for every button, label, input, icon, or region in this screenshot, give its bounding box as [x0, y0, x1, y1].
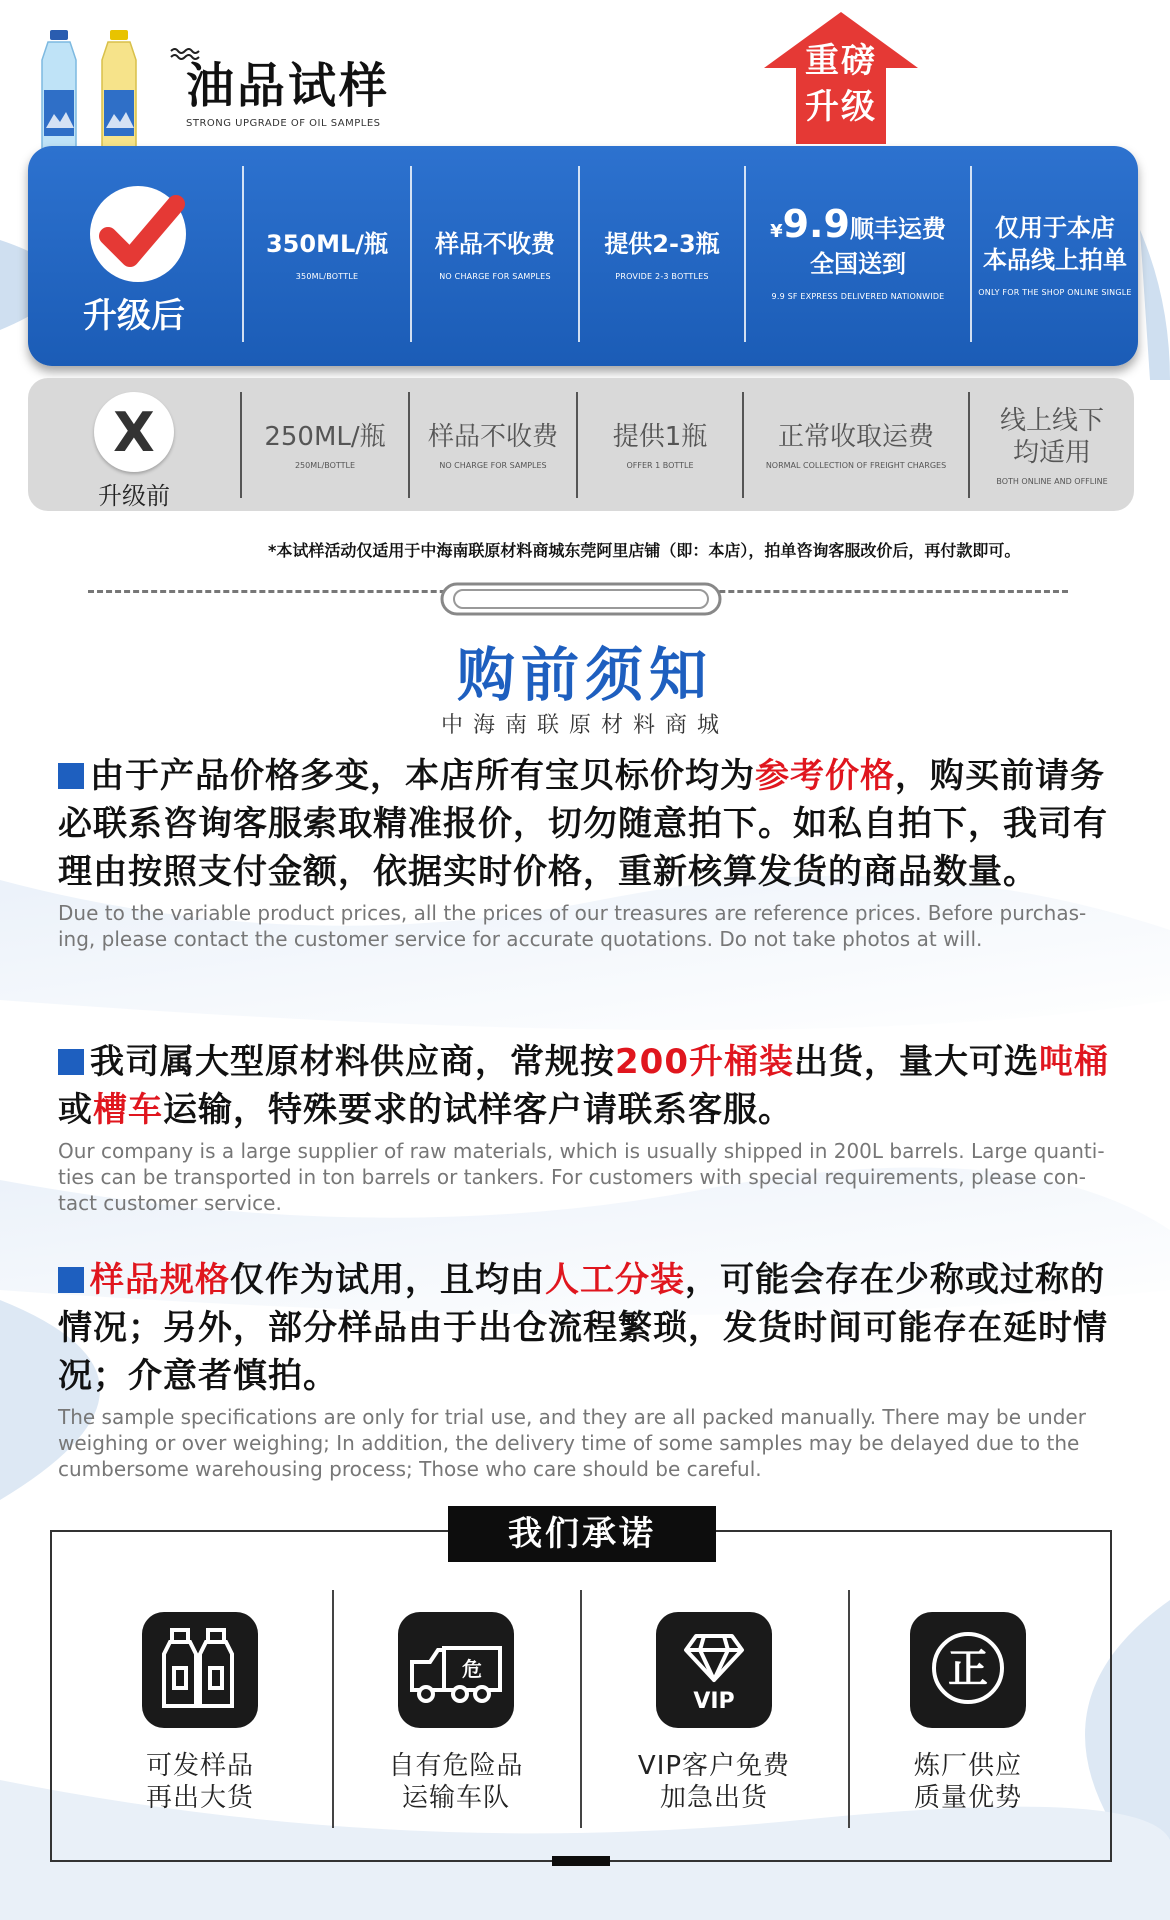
after-upgrade-label: 升级后 [83, 296, 185, 336]
before-upgrade-card [28, 378, 1134, 511]
trial-note: *本试样活动仅适用于中海南联原材料商城东莞阿里店铺（即：本店），拍单咨询客服改价后，再付款即可。 [268, 541, 1021, 560]
before-item-free: 样品不收费 NO CHARGE FOR SAMPLES [427, 421, 558, 470]
after-item-shipping: ¥9.9顺丰运费 全国送到 9.9 SF EXPRESS DELIVERED NATIONWIDE [770, 201, 946, 301]
cross-icon: X [94, 392, 174, 472]
notice-paragraph-1: 由于产品价格多变，本店所有宝贝标价均为参考价格，购买前请务必联系咨询客服索取精准报价，切勿随意拍下。如私自拍下，我司有理由按照支付金额，依据实时价格，重新核算发货的商品数量。 Due to the variable product prices, all the prices of our treasures are reference prices. Before purchas-ing, please contact the customer service for accurate quotations. Do not take photos at will. [58, 756, 1108, 951]
promise-title: 我们承诺 [448, 1506, 716, 1562]
page-title: 油品试样 [186, 58, 391, 114]
genuine-seal-icon [910, 1612, 1026, 1728]
before-item-scope: 线上线下 均适用 BOTH ONLINE AND OFFLINE [996, 405, 1108, 486]
promise-bottom-bar [552, 1856, 610, 1866]
promise-item-quality: 正 炼厂供应 质量优势 [868, 1612, 1068, 1814]
vip-diamond-icon [656, 1612, 772, 1728]
promise-item-samples: 可发样品 再出大货 [100, 1612, 300, 1814]
after-item-scope: 仅用于本店 本品线上拍单 ONLY FOR THE SHOP ONLINE SINGLE [978, 213, 1132, 297]
svg-text:VIP: VIP [693, 1689, 735, 1714]
header-title-block [186, 58, 390, 129]
paper-clip-icon [440, 578, 722, 620]
promise-divider [848, 1590, 850, 1828]
after-item-quantity: 提供2-3瓶 PROVIDE 2-3 BOTTLES [604, 229, 720, 281]
page-subtitle: STRONG UPGRADE OF OIL SAMPLES [186, 118, 381, 129]
notice-paragraph-2: 我司属大型原材料供应商，常规按200升桶装出货，量大可选吨桶或槽车运输，特殊要求的试样客户请联系客服。 Our company is a large supplier of raw materials, which is usually shipped in 200L barrels. Large quanti-ties can be transported in ton barrels or tankers. For customers with special requirements, please con-tact customer service. [58, 1042, 1109, 1215]
svg-text:正: 正 [948, 1646, 988, 1692]
bullet-square-icon [58, 1049, 84, 1075]
promise-divider [580, 1590, 582, 1828]
svg-text:危: 危 [462, 1657, 482, 1681]
before-upgrade-label: 升级前 [98, 482, 170, 510]
before-item-quantity: 提供1瓶 OFFER 1 BOTTLE [612, 421, 708, 470]
before-item-shipping: 正常收取运费 NORMAL COLLECTION OF FREIGHT CHARGES [765, 421, 947, 470]
hazmat-truck-icon [398, 1612, 514, 1728]
promise-divider [332, 1590, 334, 1828]
after-item-free: 样品不收费 NO CHARGE FOR SAMPLES [435, 229, 555, 281]
after-upgrade-card [28, 146, 1138, 366]
notice-title: 购前须知 [456, 641, 713, 709]
notice-subtitle: 中海南联原材料商城 [440, 713, 729, 738]
notice-paragraph-3: 样品规格仅作为试用，且均由人工分装，可能会存在少称或过称的情况；另外，部分样品由于出仓流程繁琐，发货时间可能存在延时情况；介意者慎拍。 The sample specifications are only for trial use, and they are all packed manually. There may be under weighing or over weighing; In addition, the delivery time of some samples may be delayed due to the cumbersome warehousing process; Those who care should be careful. [58, 1260, 1108, 1481]
before-item-volume: 250ML/瓶 250ML/BOTTLE [264, 421, 386, 470]
bullet-square-icon [58, 763, 84, 789]
upgrade-badge-line2: 升级 [805, 87, 877, 127]
upgrade-badge-line1: 重磅 [805, 41, 877, 81]
after-item-volume: 350ML/瓶 350ML/BOTTLE [265, 229, 389, 281]
promise-item-fleet: 危 自有危险品 运输车队 [356, 1612, 556, 1814]
bottles-icon [142, 1612, 258, 1728]
check-icon [90, 186, 186, 282]
promise-item-vip: VIP VIP客户免费 加急出货 [614, 1612, 814, 1814]
upgrade-badge [762, 10, 920, 146]
bullet-square-icon [58, 1267, 84, 1293]
